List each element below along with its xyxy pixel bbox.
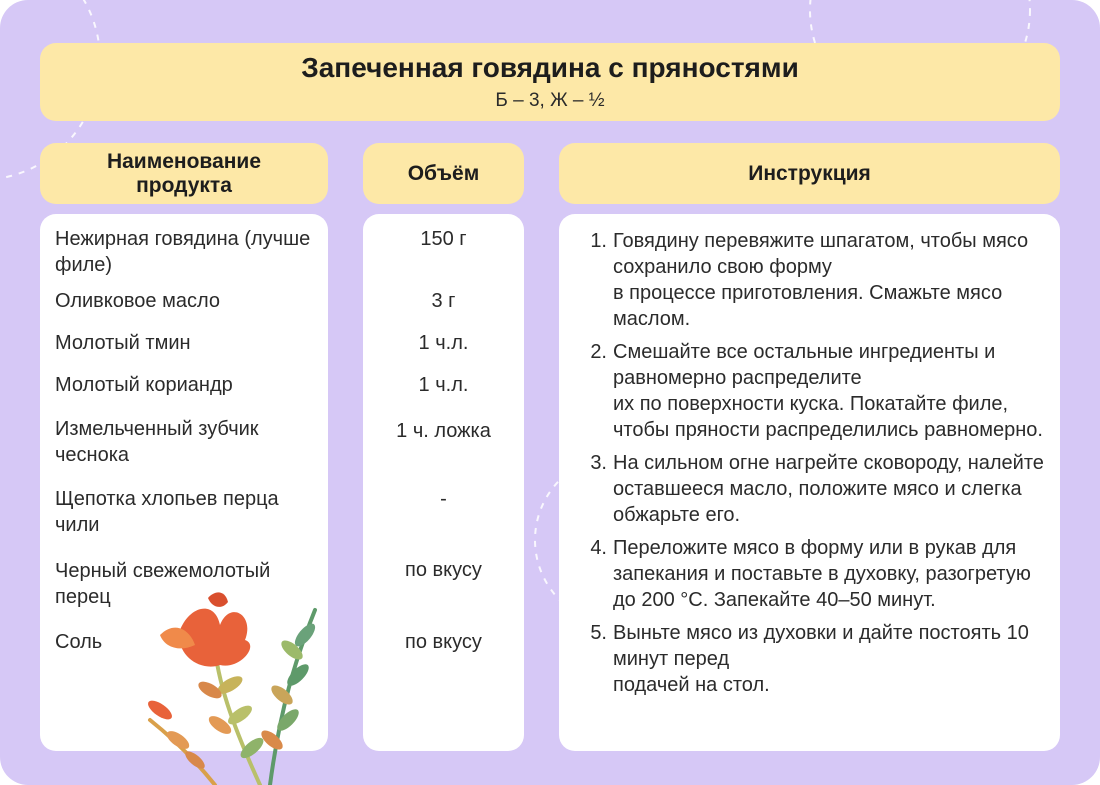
column-header-product-label: Наименование продукта xyxy=(106,149,262,197)
product-name: Черный свежемолотый перец xyxy=(55,560,271,608)
step-text: Переложите мясо в форму или в рукав для запекания и поставьте в духовку, разогретую до 200 °С. Запекайте 40–50 минут. xyxy=(613,537,1031,611)
step-number: 4. xyxy=(590,537,607,559)
instruction-step xyxy=(581,450,1051,528)
instruction-panel xyxy=(559,214,1060,751)
product-amount: по вкусу xyxy=(405,559,482,581)
instruction-step xyxy=(581,339,1051,443)
product-amount: 1 ч.л. xyxy=(418,374,469,396)
product-name: Нежирная говядина (лучше филе) xyxy=(55,228,311,276)
product-name: Молотый кориандр xyxy=(55,374,233,396)
instruction-step xyxy=(581,228,1051,332)
step-number: 2. xyxy=(590,341,607,363)
column-header-instruction-label: Инструкция xyxy=(748,161,871,185)
column-header-amount-label: Объём xyxy=(407,161,480,185)
step-number: 1. xyxy=(590,230,607,252)
column-header-product xyxy=(40,143,328,204)
step-number: 5. xyxy=(590,622,607,644)
instruction-step xyxy=(581,535,1051,613)
step-text: Смешайте все остальные ингредиенты и равномерно распределите их по поверхности куска. Покатайте филе, чтобы пряности распределились равномерно. xyxy=(613,341,1043,441)
product-name: Соль xyxy=(55,631,103,653)
title-banner xyxy=(40,43,1060,121)
step-text: На сильном огне нагрейте сковороду, налейте оставшееся масло, положите мясо и слегка обжарьте его. xyxy=(613,452,1044,526)
instruction-step xyxy=(581,620,1051,698)
column-header-instruction xyxy=(559,143,1060,204)
recipe-nutrition: Б – 3, Ж – ½ xyxy=(495,90,605,111)
flower-illustration xyxy=(120,590,340,785)
product-name: Оливковое масло xyxy=(55,290,220,312)
product-name: Щепотка хлопьев перца чили xyxy=(55,488,279,536)
product-amount: 1 ч. ложка xyxy=(396,420,491,442)
product-amount: 150 г xyxy=(420,228,467,250)
product-name: Измельченный зубчик чеснока xyxy=(55,418,259,466)
product-amount: по вкусу xyxy=(405,631,482,653)
product-amount: 1 ч.л. xyxy=(418,332,469,354)
column-header-amount xyxy=(363,143,524,204)
step-text: Выньте мясо из духовки и дайте постоять 10 минут перед подачей на стол. xyxy=(613,622,1029,696)
instruction-steps xyxy=(581,228,1051,705)
step-text: Говядину перевяжите шпагатом, чтобы мясо сохранило свою форму в процессе приготовления. Смажьте мясо маслом. xyxy=(613,230,1029,330)
recipe-title: Запеченная говядина с пряностями xyxy=(301,52,799,83)
amount-list-panel xyxy=(363,214,524,751)
product-name: Молотый тмин xyxy=(55,332,191,354)
product-amount: - xyxy=(440,488,447,510)
step-number: 3. xyxy=(590,452,607,474)
product-amount: 3 г xyxy=(431,290,456,312)
